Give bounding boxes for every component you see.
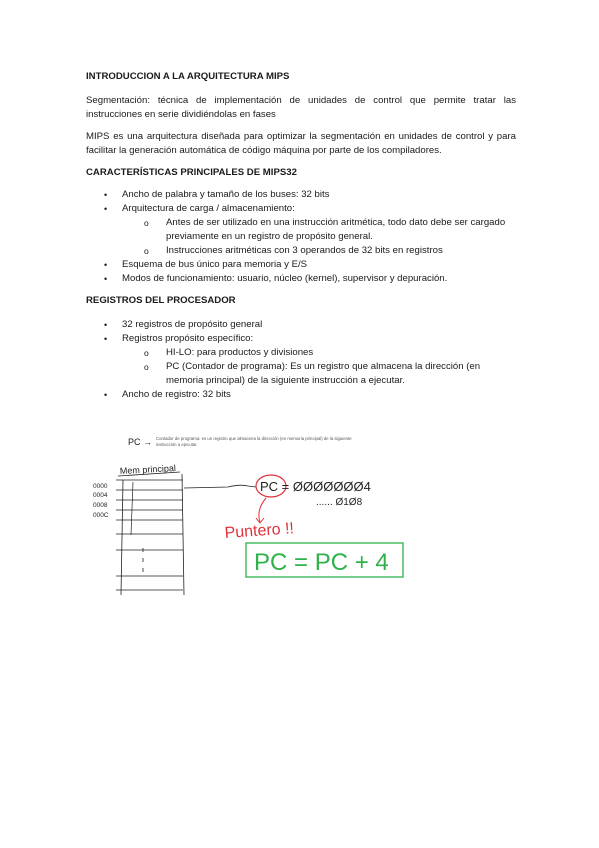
list-item: o PC (Contador de programa): Es un registro que almacena la dirección (en memoria principal) de la siguiente instrucción a ejecutar. [144, 361, 481, 386]
registers-sublist [122, 346, 516, 388]
list-item: • Registros propósito específico: o HI-LO: para productos y divisiones o PC (Contador de programa): Es un registro que almacena la dirección (en memoria principal) de la siguiente instrucción a ejecutar. [86, 332, 516, 388]
sketch-pc-note: Contador de programa: es un registro que almacena la dirección (en memoria principal) de la siguiente instrucción a ejecutar. [156, 436, 352, 447]
bullet-icon: • [104, 260, 108, 270]
sketch-connector-line [184, 485, 256, 488]
bullet-icon: • [104, 190, 108, 200]
sketch-red-arrow [259, 498, 266, 522]
list-item: • Arquitectura de carga / almacenamiento: o Antes de ser utilizado en una instrucción aritmética, todo dato debe ser cargado previamente en un registro de propósito general. o Instrucciones aritméticas con 3 operandos de 32 bits en registros [86, 202, 516, 258]
sketch-address-3: 000C [93, 512, 109, 519]
list-item: • Modos de funcionamiento: usuario, núcleo (kernel), supervisor y depuración. [104, 273, 448, 284]
bullet-icon: • [104, 390, 108, 400]
sketch-puntero: Puntero !! [224, 520, 295, 542]
sketch-memory-table [116, 474, 184, 595]
sub-bullet-icon: o [144, 218, 149, 228]
list-item: • Ancho de registro: 32 bits [104, 389, 231, 400]
sketch-pc-arrow: → [143, 437, 152, 447]
sketch-pc-label: PC [128, 437, 141, 447]
heading-registros: REGISTROS DEL PROCESADOR [86, 295, 236, 306]
sub-bullet-icon: o [144, 362, 149, 372]
bullet-icon: • [104, 274, 108, 284]
bullet-icon: • [104, 334, 108, 344]
sketch-note-wrap [156, 436, 371, 460]
document-body [86, 70, 516, 402]
sketch-formula: PC = PC + 4 [254, 549, 389, 576]
sketch-pc-value: PC = ØØØØØØØ4 [260, 479, 371, 494]
paragraph-mips: MIPS es una arquitectura diseñada para optimizar la segmentación en unidades de control y para facilitar la generación automática de código máquina por parte de los compiladores. [86, 131, 516, 156]
handwritten-sketch [88, 430, 418, 600]
registers-list [86, 318, 516, 402]
list-item: • 32 registros de propósito general [104, 319, 263, 330]
sketch-mem-label: Mem principal [119, 463, 177, 476]
sub-bullet-icon: o [144, 348, 149, 358]
document-title: INTRODUCCION A LA ARQUITECTURA MIPS [86, 71, 290, 82]
sketch-address-1: 0004 [93, 492, 108, 499]
sketch-address-0: 0000 [93, 483, 108, 490]
bullet-icon: • [104, 204, 108, 214]
features-sublist [122, 216, 516, 258]
heading-caracteristicas: CARACTERÍSTICAS PRINCIPALES DE MIPS32 [86, 167, 297, 178]
list-item: • Ancho de palabra y tamaño de los buses: 32 bits [104, 189, 330, 200]
sub-bullet-icon: o [144, 246, 149, 256]
sketch-pc-value2: ...... Ø1Ø8 [316, 497, 363, 508]
list-item: o HI-LO: para productos y divisiones [144, 347, 314, 358]
features-list [86, 188, 516, 286]
list-item: o Antes de ser utilizado en una instrucción aritmética, todo dato debe ser cargado previamente en un registro de propósito general. [144, 217, 506, 242]
paragraph-segmentacion: Segmentación: técnica de implementación de unidades de control que permite tratar las instrucciones en serie dividiéndolas en fases [86, 95, 516, 120]
list-item: • Esquema de bus único para memoria y E/S [104, 259, 308, 270]
list-item: o Instrucciones aritméticas con 3 operandos de 32 bits en registros [144, 245, 443, 256]
bullet-icon: • [104, 320, 108, 330]
sketch-address-2: 0008 [93, 502, 108, 509]
